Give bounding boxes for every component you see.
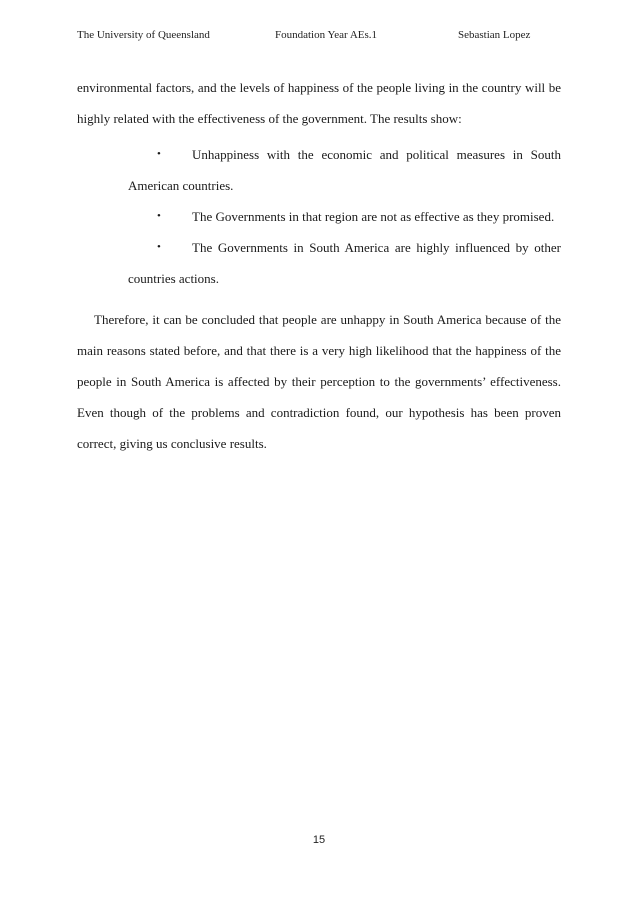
bullet-mark-1: • [157, 148, 161, 160]
paragraph2-line2: main reasons stated before, and that there is a very high likelihood that the happiness of the [77, 343, 561, 358]
paragraph2-line3: people in South America is affected by their perception to the governments’ effectiveness. [77, 374, 561, 389]
bullet-3-line1: The Governments in South America are highly influenced by other [192, 240, 561, 255]
header-course: Foundation Year AEs.1 [275, 29, 378, 41]
page-header [77, 28, 561, 42]
paragraph1-line2: highly related with the effectiveness of the government. The results show: [77, 111, 462, 126]
header-institution: The University of Queensland [77, 29, 210, 41]
paragraph2-line4: Even though of the problems and contradiction found, our hypothesis has been proven [77, 405, 561, 420]
bullet-2-line1: The Governments in that region are not as effective as they promised. [192, 209, 555, 224]
bullet-1-line2: American countries. [128, 178, 234, 193]
header-author: Sebastian Lopez [458, 29, 531, 41]
bullet-3-line2: countries actions. [128, 271, 219, 286]
page-number: 15 [312, 834, 326, 846]
paragraph2-line5: correct, giving us conclusive results. [77, 436, 267, 451]
bullet-mark-2: • [157, 210, 161, 222]
paragraph2-line1: Therefore, it can be concluded that people are unhappy in South America because of the [94, 312, 561, 327]
paragraph1-line1: environmental factors, and the levels of happiness of the people living in the country will be [77, 80, 561, 95]
bullet-mark-3: • [157, 241, 161, 253]
bullet-1-line1: Unhappiness with the economic and political measures in South [192, 147, 561, 162]
